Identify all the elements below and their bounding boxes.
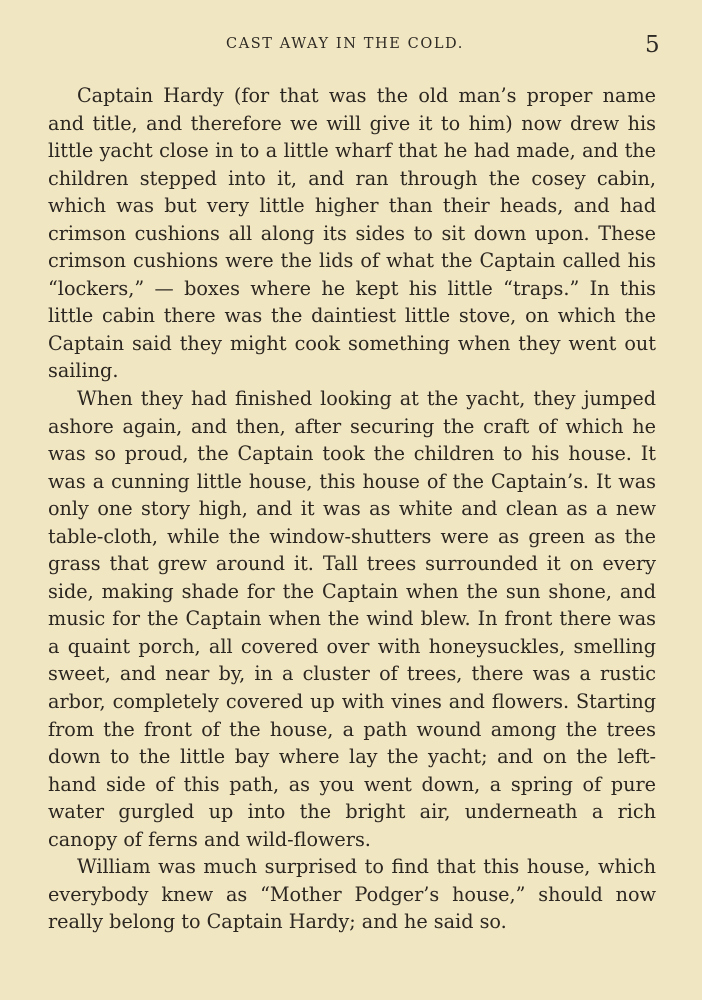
paragraph-william-surprised: William was much surprised to find that this house, which everybody knew as “Mother Podger’s house,” should now really belong to Captain Hardy; and he said so. [48, 855, 656, 934]
running-head [0, 32, 702, 58]
running-title: CAST AWAY IN THE COLD. [226, 36, 464, 52]
paragraph-captain-hardy-yacht: Captain Hardy (for that was the old man’s proper name and title, and therefore we will give it to him) now drew his little yacht close in to a little wharf that he had made, and the children stepped into it, and ran through the cosey cabin, which was but very little higher than their heads, and had crimson cushions all along its sides to sit down upon. These crimson cushions were the lids of what the Captain called his “lockers,” — boxes where he kept his little “traps.” In this little cabin there was the daintiest little stove, on which the Captain said they might cook something when they went out sailing. [48, 84, 656, 383]
body-text [48, 82, 656, 936]
paragraph-captains-house: When they had finished looking at the yacht, they jumped ashore again, and then, after securing the craft of which he was so proud, the Captain took the children to his house. It was a cunning little house, this house of the Captain’s. It was only one story high, and it was as white and clean as a new table-cloth, while the window-shutters were as green as the grass that grew around it. Tall trees surrounded it on every side, making shade for the Captain when the sun shone, and music for the Captain when the wind blew. In front there was a quaint porch, all covered over with honeysuckles, smelling sweet, and near by, in a cluster of trees, there was a rustic arbor, completely covered up with vines and flowers. Starting from the front of the house, a path wound among the trees down to the little bay where lay the yacht; and on the left-hand side of this path, as you went down, a spring of pure water gurgled up into the bright air, underneath a rich canopy of ferns and wild-flowers. [48, 387, 656, 851]
page-number: 5 [645, 32, 660, 58]
